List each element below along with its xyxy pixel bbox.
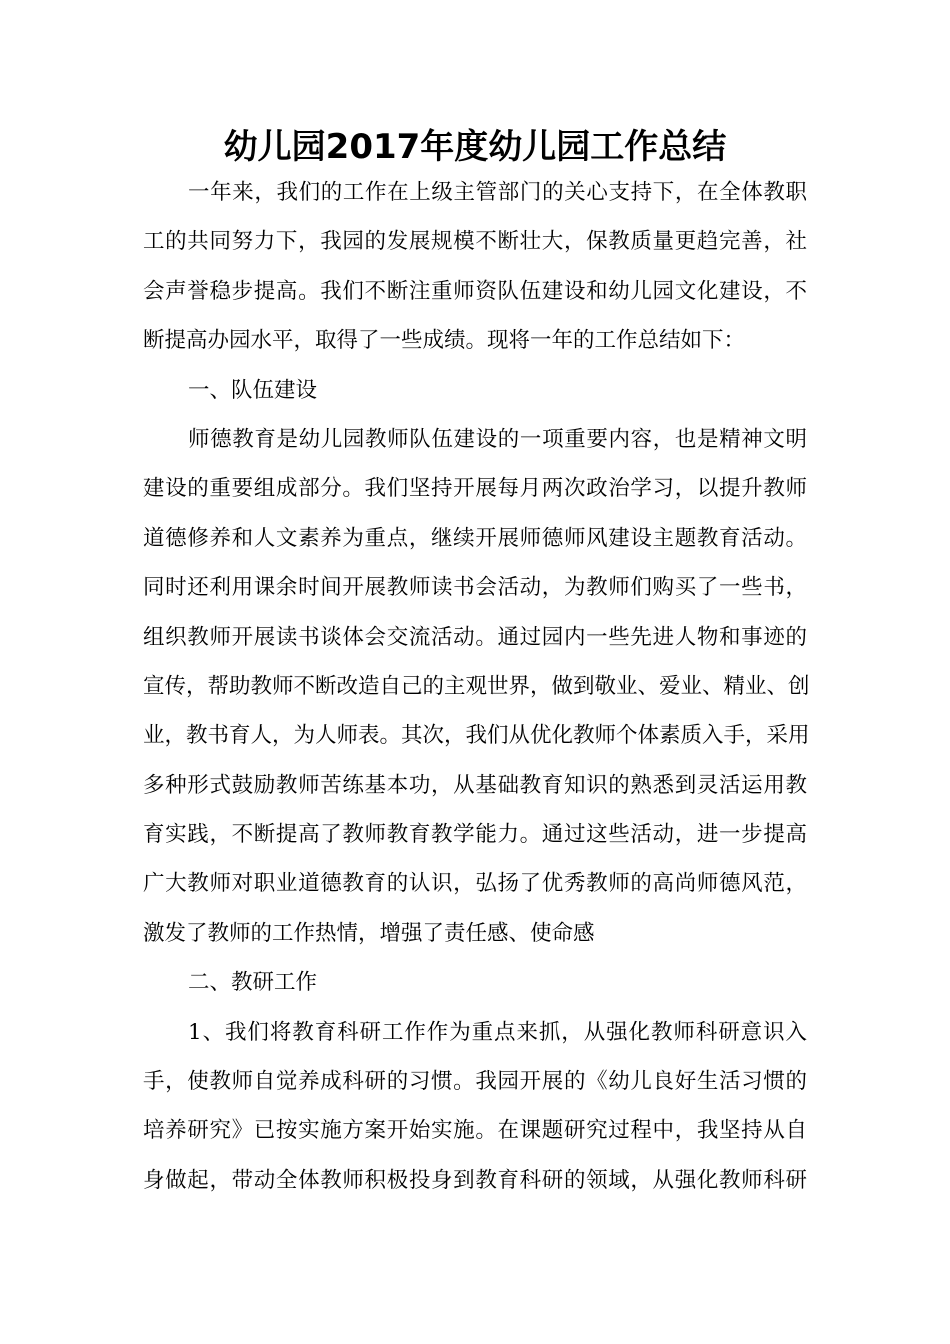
paragraph-line: 多种形式鼓励教师苦练基本功，从基础教育知识的熟悉到灵活运用教 xyxy=(143,772,807,798)
paragraph-line: 身做起，带动全体教师积极投身到教育科研的领域，从强化教师科研 xyxy=(143,1167,807,1193)
paragraph-line: 手，使教师自觉养成科研的习惯。我园开展的《幼儿良好生活习惯的 xyxy=(143,1069,807,1095)
paragraph-line: 激发了教师的工作热情，增强了责任感、使命感 xyxy=(143,920,595,946)
paragraph-line: 工的共同努力下，我园的发展规模不断壮大，保教质量更趋完善，社 xyxy=(143,229,807,255)
paragraph-line: 组织教师开展读书谈体会交流活动。通过园内一些先进人物和事迹的 xyxy=(143,624,807,650)
section-heading: 二、教研工作 xyxy=(188,970,318,996)
paragraph-line: 1、我们将教育科研工作作为重点来抓，从强化教师科研意识入 xyxy=(188,1019,807,1045)
paragraph-line: 宣传，帮助教师不断改造自己的主观世界，做到敬业、爱业、精业、创 xyxy=(143,673,810,699)
paragraph-line: 育实践，不断提高了教师教育教学能力。通过这些活动，进一步提高 xyxy=(143,822,807,848)
document-body xyxy=(143,168,810,1205)
paragraph-line: 会声誉稳步提高。我们不断注重师资队伍建设和幼儿园文化建设，不 xyxy=(143,278,807,304)
paragraph-line: 道德修养和人文素养为重点，继续开展师德师风建设主题教育活动。 xyxy=(143,525,807,551)
paragraph-line: 广大教师对职业道德教育的认识，弘扬了优秀教师的高尚师德风范， xyxy=(143,871,807,897)
paragraph-line: 同时还利用课余时间开展教师读书会活动，为教师们购买了一些书， xyxy=(143,575,807,601)
paragraph-line: 断提高办园水平，取得了一些成绩。现将一年的工作总结如下： xyxy=(143,328,746,354)
document-title: 幼儿园2017年度幼儿园工作总结 xyxy=(223,127,727,167)
paragraph-line: 业，教书育人，为人师表。其次，我们从优化教师个体素质入手，采用 xyxy=(143,723,810,749)
section-heading: 一、队伍建设 xyxy=(188,377,318,403)
paragraph-line: 建设的重要组成部分。我们坚持开展每月两次政治学习，以提升教师 xyxy=(143,476,807,502)
paragraph-line: 一年来，我们的工作在上级主管部门的关心支持下，在全体教职 xyxy=(188,180,807,205)
paragraph-line: 师德教育是幼儿园教师队伍建设的一项重要内容，也是精神文明 xyxy=(188,426,807,452)
paragraph-line: 培养研究》已按实施方案开始实施。在课题研究过程中，我坚持从自 xyxy=(143,1118,807,1144)
